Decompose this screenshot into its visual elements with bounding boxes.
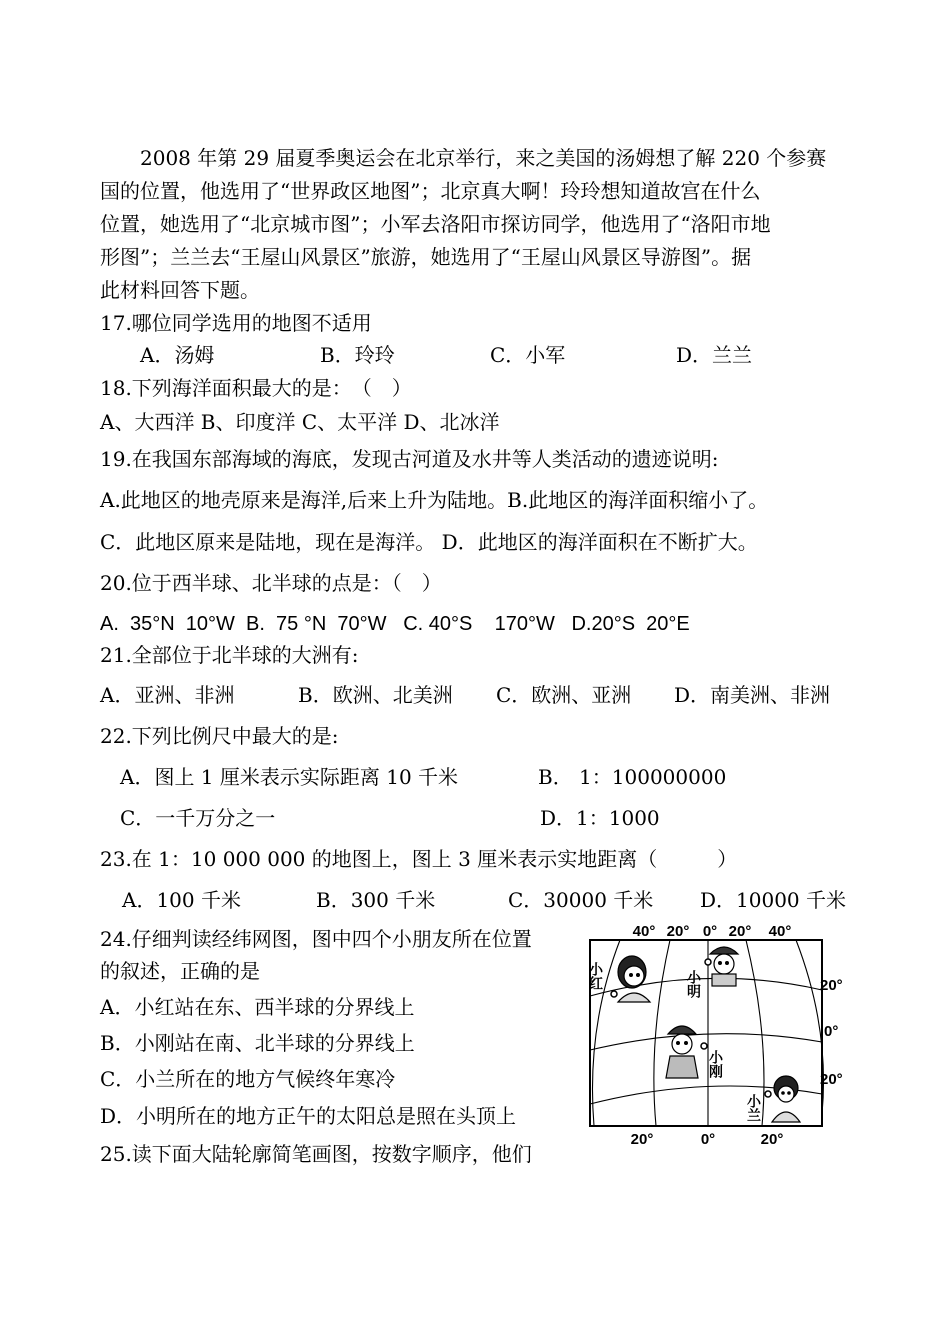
q22-option-c[interactable]: C．一千万分之一 [120,806,276,830]
q24-option-d[interactable]: D．小明所在的地方正午的太阳总是照在头顶上 [100,1104,517,1128]
passage-line-5: 此材料回答下题。 [100,278,260,302]
kid-label-xiaogang: 小刚 [708,1050,724,1078]
q24-option-c[interactable]: C．小兰所在的地方气候终年寒冷 [100,1067,396,1091]
q20-options[interactable]: A. 35°N 10°W B. 75 °N 70°W C. 40°S 170°W D.20°S 20°E [100,613,690,635]
q21-stem: 21.全部位于北半球的大洲有: [100,643,359,667]
map-top-label-2: 20° [666,923,690,940]
q17-option-c[interactable]: C．小军 [490,343,566,367]
q23-option-b[interactable]: B．300 千米 [316,888,436,912]
passage-line-4: 形图”；兰兰去“王屋山风景区”旅游，她选用了“王屋山风景区导游图”。据 [100,245,752,269]
map-top-label-4: 20° [728,923,752,940]
passage-line-2: 国的位置，他选用了“世界政区地图”；北京真大啊！玲玲想知道故宫在什么 [100,179,761,203]
q21-option-a[interactable]: A．亚洲、非洲 [100,683,235,707]
kid-label-xiaolan: 小兰 [746,1094,762,1122]
position-dot-xiaoming [705,959,711,965]
q24-option-a[interactable]: A．小红站在东、西半球的分界线上 [100,995,415,1019]
position-dot-xiaohong [611,991,617,997]
map-top-label-1: 40° [632,923,656,940]
q22-option-a[interactable]: A．图上 1 厘米表示实际距离 10 千米 [120,765,459,789]
q25-stem: 25.读下面大陆轮廓简笔画图，按数字顺序，他们 [100,1142,532,1166]
kid-label-xiaoming: 小明 [686,970,702,998]
map-top-label-5: 40° [768,923,792,940]
q23-option-c[interactable]: C．30000 千米 [508,888,654,912]
q17-option-b[interactable]: B．玲玲 [320,343,395,367]
position-dot-xiaolan [765,1091,771,1097]
q24-stem-line-1: 24.仔细判读经纬网图，图中四个小朋友所在位置 [100,927,532,951]
q20-stem: 20.位于西半球、北半球的点是：（ ） [100,571,442,595]
map-bottom-label-3: 20° [760,1131,784,1148]
kid-xiaogang-figure [666,1026,698,1078]
q22-option-b[interactable]: B． 1：100000000 [538,765,727,789]
q19-options-line-2[interactable]: C．此地区原来是陆地，现在是海洋。 D．此地区的海洋面积在不断扩大。 [100,530,758,554]
q21-option-b[interactable]: B．欧洲、北美洲 [298,683,453,707]
passage-line-3: 位置，她选用了“北京城市图”；小军去洛阳市探访同学，他选用了“洛阳市地 [100,212,771,236]
kid-xiaohong-figure [618,956,650,1002]
q21-option-d[interactable]: D．南美洲、非洲 [674,683,831,707]
q23-stem: 23.在 1：10 000 000 的地图上，图上 3 厘米表示实地距离（ ） [100,847,738,871]
map-right-label-2: 0° [824,1023,839,1040]
q17-option-a[interactable]: A．汤姆 [140,343,215,367]
kid-xiaoming-figure [710,947,738,986]
passage-line-1: 2008 年第 29 届夏季奥运会在北京举行，来之美国的汤姆想了解 220 个参赛 [100,146,827,170]
q22-option-d[interactable]: D．1：1000 [540,806,660,830]
map-bottom-label-1: 20° [630,1131,654,1148]
q23-option-a[interactable]: A．100 千米 [122,888,241,912]
kid-label-xiaohong: 小红 [588,962,604,990]
q22-stem: 22.下列比例尺中最大的是: [100,724,339,748]
q19-stem: 19.在我国东部海域的海底，发现古河道及水井等人类活动的遗迹说明: [100,447,719,471]
q24-option-b[interactable]: B．小刚站在南、北半球的分界线上 [100,1031,415,1055]
map-right-label-3: 20° [820,1071,843,1088]
graticule-map [586,918,850,1150]
kid-xiaolan-figure [772,1076,800,1122]
q21-option-c[interactable]: C．欧洲、亚洲 [496,683,632,707]
q17-option-d[interactable]: D．兰兰 [676,343,753,367]
q19-options-line-1[interactable]: A.此地区的地壳原来是海洋,后来上升为陆地。B.此地区的海洋面积缩小了。 [100,488,769,512]
position-dot-xiaogang [701,1043,707,1049]
q24-stem-line-2: 的叙述，正确的是 [100,959,260,983]
map-bottom-label-2: 0° [700,1131,716,1148]
meridian-w20 [654,940,670,1126]
q18-options[interactable]: A、大西洋 B、印度洋 C、太平洋 D、北冰洋 [100,410,500,434]
map-right-label-1: 20° [820,977,843,994]
q23-option-d[interactable]: D．10000 千米 [700,888,847,912]
q18-stem: 18.下列海洋面积最大的是： （ ） [100,376,412,400]
map-top-label-3: 0° [702,923,718,940]
q17-stem: 17.哪位同学选用的地图不适用 [100,311,372,335]
